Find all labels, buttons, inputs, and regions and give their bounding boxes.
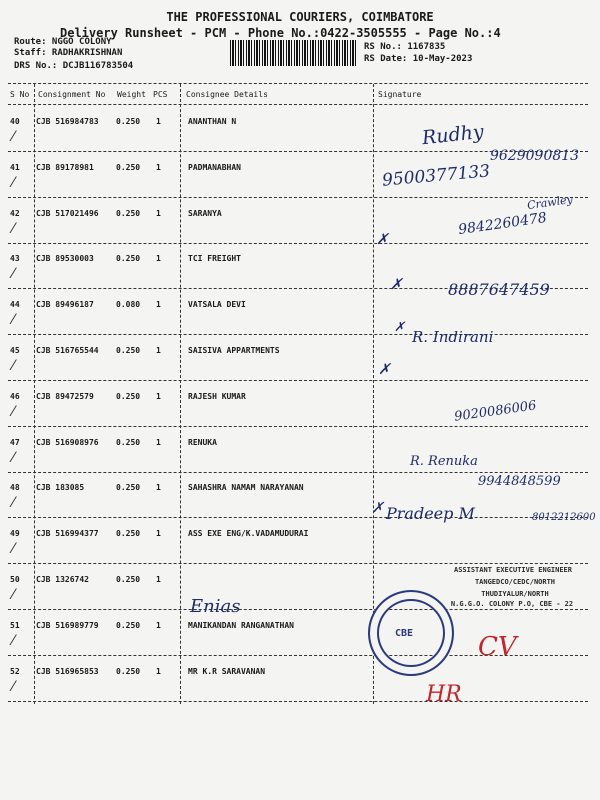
row-sno: 40	[10, 117, 20, 126]
stamp-line-1: ASSISTANT EXECUTIVE ENGINEER	[453, 566, 572, 574]
row-pcs: 1	[156, 529, 161, 538]
row-sno: 47	[10, 438, 20, 447]
col-pcs: PCS	[153, 90, 168, 99]
x-mark: ✗	[376, 230, 389, 248]
row-sno: 49	[10, 529, 20, 538]
row-separator	[8, 517, 588, 518]
note-42: Crawley	[526, 192, 574, 213]
row-consignee: SARANYA	[188, 209, 222, 218]
col-weight: Weight	[117, 90, 146, 99]
row-pcs: 1	[156, 209, 161, 218]
phone-42: 9842260478	[457, 209, 548, 239]
header-bottom-rule	[8, 104, 588, 105]
row-separator	[8, 334, 588, 335]
row-consignment-no: CJB 517021496	[36, 209, 99, 218]
route-label: Route: NGGO COLONY	[14, 37, 112, 47]
row-sno: 42	[10, 209, 20, 218]
row-weight: 0.250	[116, 621, 141, 630]
row-consignee: PADMANABHAN	[188, 163, 241, 172]
x-mark: ✗	[390, 275, 403, 293]
row-sno: 50	[10, 575, 20, 584]
signature-44: R. Indirani	[412, 328, 494, 346]
row-consignment-no: CJB 89496187	[36, 300, 94, 309]
row-weight: 0.250	[116, 438, 141, 447]
signature-51: CV	[478, 632, 517, 662]
row-sno: 43	[10, 254, 20, 263]
barcode-image	[230, 40, 356, 66]
row-sno: 44	[10, 300, 20, 309]
row-consignment-no: CJB 516984783	[36, 117, 99, 126]
tick-mark: ⁄	[12, 266, 15, 282]
tick-mark: ⁄	[12, 404, 15, 420]
row-consignee: RAJESH KUMAR	[188, 392, 246, 401]
row-consignee: ANANTHAN N	[188, 117, 237, 126]
row-consignment-no: CJB 89472579	[36, 392, 94, 401]
row-consignment-no: CJB 89178981	[36, 163, 94, 172]
row-pcs: 1	[156, 483, 161, 492]
row-weight: 0.250	[116, 346, 141, 355]
row-consignee: ASS EXE ENG/K.VADAMUDURAI	[188, 529, 309, 538]
row-weight: 0.250	[116, 529, 141, 538]
row-pcs: 1	[156, 254, 161, 263]
col-sno: S No	[10, 90, 30, 99]
signature-47: R. Renuka	[410, 454, 478, 469]
row-pcs: 1	[156, 621, 161, 630]
row-pcs: 1	[156, 575, 161, 584]
row-separator	[8, 197, 588, 198]
tick-mark: ⁄	[12, 221, 15, 237]
tick-mark: ⁄	[12, 541, 15, 557]
tick-mark: ⁄	[12, 129, 15, 145]
row-separator	[8, 243, 588, 244]
x-mark: ✗	[378, 360, 391, 378]
tick-mark: ⁄	[12, 358, 15, 374]
tick-mark: ⁄	[12, 450, 15, 466]
row-weight: 0.250	[116, 163, 141, 172]
tick-mark: ⁄	[12, 587, 15, 603]
row-sno: 45	[10, 346, 20, 355]
phone-47: 9944848599	[478, 474, 561, 489]
row-sno: 46	[10, 392, 20, 401]
tick-mark: ⁄	[12, 175, 15, 191]
row-pcs: 1	[156, 117, 161, 126]
col-signature: Signature	[378, 90, 422, 99]
row-pcs: 1	[156, 392, 161, 401]
row-separator	[8, 426, 588, 427]
row-weight: 0.250	[116, 667, 141, 676]
row-sno: 41	[10, 163, 20, 172]
company-title: THE PROFESSIONAL COURIERS, COIMBATORE	[166, 10, 434, 24]
row-consignee: RENUKA	[188, 438, 217, 447]
row-separator	[8, 701, 588, 702]
phone-41: 9500377133	[381, 161, 491, 191]
x-mark: ✗	[394, 320, 405, 335]
row-consignment-no: CJB 1326742	[36, 575, 89, 584]
row-consignee: MR K.R SARAVANAN	[188, 667, 266, 676]
row-sno: 51	[10, 621, 20, 630]
x-mark: ✗	[372, 500, 384, 516]
row-sno: 48	[10, 483, 20, 492]
row-consignment-no: CJB 516989779	[36, 621, 99, 630]
row-consignment-no: CJB 89530003	[36, 254, 94, 263]
tick-mark: ⁄	[12, 679, 15, 695]
row-weight: 0.250	[116, 254, 141, 263]
row-consignment-no: CJB 516965853	[36, 667, 99, 676]
rs-date: RS Date: 10-May-2023	[364, 54, 473, 64]
column-divider	[34, 84, 35, 704]
col-consignment: Consignment No	[38, 90, 106, 99]
signature-40: Rudhy	[421, 120, 485, 150]
signature-50: Enias	[190, 596, 241, 617]
row-consignee: MANIKANDAN RANGANATHAN	[188, 621, 294, 630]
row-weight: 0.250	[116, 575, 141, 584]
row-pcs: 1	[156, 163, 161, 172]
row-pcs: 1	[156, 300, 161, 309]
col-consignee: Consignee Details	[186, 90, 268, 99]
column-divider	[180, 84, 181, 704]
row-separator	[8, 472, 588, 473]
stamp-line-3: THUDIYALUR/NORTH	[481, 590, 549, 598]
row-weight: 0.080	[116, 300, 141, 309]
row-consignment-no: CJB 516908976	[36, 438, 99, 447]
header-top-rule	[8, 83, 588, 84]
row-weight: 0.250	[116, 117, 141, 126]
row-pcs: 1	[156, 346, 161, 355]
row-pcs: 1	[156, 438, 161, 447]
row-consignment-no: CJB 183085	[36, 483, 85, 492]
row-pcs: 1	[156, 667, 161, 676]
tick-mark: ⁄	[12, 495, 15, 511]
rs-number: RS No.: 1167835	[364, 42, 446, 52]
row-consignment-no: CJB 516765544	[36, 346, 99, 355]
tick-mark: ⁄	[12, 312, 15, 328]
stamp-line-2: TANGEDCO/CEDC/NORTH	[474, 578, 556, 586]
signature-48: Pradeep M	[386, 504, 475, 523]
phone-48: 8012212600	[532, 512, 596, 523]
phone-46: 9020086006	[453, 398, 538, 425]
runsheet-title: Delivery Runsheet - PCM - Phone No.:0422-3505555 - Page No.:4	[60, 26, 501, 40]
stamp-line-4: N.G.G.O. COLONY P.O, CBE - 22	[450, 600, 574, 608]
stamp-center-text: CBE	[395, 628, 414, 639]
staff-label: Staff: RADHAKRISHNAN	[14, 48, 123, 58]
row-weight: 0.250	[116, 392, 141, 401]
row-consignee: VATSALA DEVI	[188, 300, 246, 309]
row-separator	[8, 563, 588, 564]
signature-52: HR	[426, 682, 462, 707]
row-consignment-no: CJB 516994377	[36, 529, 99, 538]
row-weight: 0.250	[116, 483, 141, 492]
phone-40: 9629090813	[490, 148, 580, 164]
row-separator	[8, 380, 588, 381]
row-separator	[8, 609, 588, 610]
row-consignee: SAISIVA APPARTMENTS	[188, 346, 280, 355]
row-weight: 0.250	[116, 209, 141, 218]
row-sno: 52	[10, 667, 20, 676]
row-consignee: TCI FREIGHT	[188, 254, 241, 263]
drs-number: DRS No.: DCJB116783504	[14, 61, 134, 71]
row-consignee: SAHASHRA NAMAM NARAYANAN	[188, 483, 304, 492]
tick-mark: ⁄	[12, 633, 15, 649]
phone-43: 8887647459	[448, 280, 550, 299]
